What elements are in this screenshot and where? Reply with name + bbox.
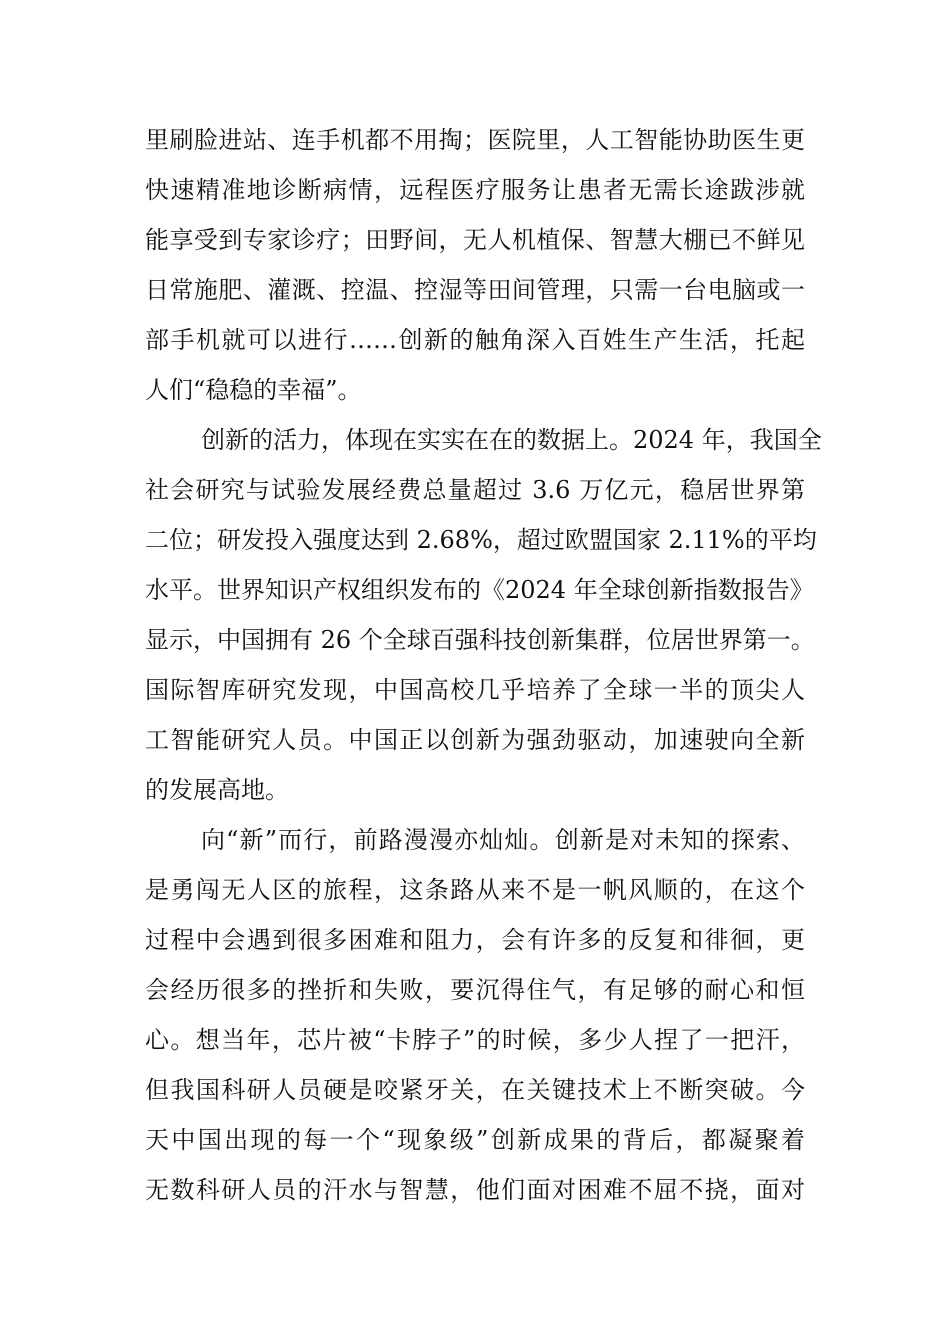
text-line: 能享受到专家诊疗；田野间，无人机植保、智慧大棚已不鲜见 [145, 226, 805, 254]
text-line: 会经历很多的挫折和失败，要沉得住气，有足够的耐心和恒 [145, 976, 805, 1004]
text-line: 工智能研究人员。中国正以创新为强劲驱动，加速驶向全新 [145, 726, 805, 754]
text-line: 但我国科研人员硬是咬紧牙关，在关键技术上不断突破。今 [145, 1076, 805, 1104]
text-line: 二位；研发投入强度达到 2.68%，超过欧盟国家 2.11%的平均 [145, 526, 817, 554]
paragraph [145, 415, 822, 815]
text-line: 社会研究与试验发展经费总量超过 3.6 万亿元，稳居世界第 [145, 476, 805, 504]
text-line: 是勇闯无人区的旅程，这条路从来不是一帆风顺的，在这个 [145, 876, 805, 904]
paragraph [145, 115, 805, 415]
text-line: 的发展高地。 [145, 776, 289, 804]
text-line: 心。想当年，芯片被“卡脖子”的时候，多少人捏了一把汗， [145, 1026, 805, 1054]
text-line: 部手机就可以进行……创新的触角深入百姓生产生活，托起 [145, 326, 805, 354]
text-line: 国际智库研究发现，中国高校几乎培养了全球一半的顶尖人 [145, 676, 805, 704]
text-line: 里刷脸进站、连手机都不用掏；医院里，人工智能协助医生更 [145, 126, 805, 154]
text-line: 快速精准地诊断病情，远程医疗服务让患者无需长途跋涉就 [145, 176, 805, 204]
text-line: 水平。世界知识产权组织发布的《2024 年全球创新指数报告》 [145, 576, 814, 604]
text-line: 过程中会遇到很多困难和阻力，会有许多的反复和徘徊，更 [145, 926, 805, 954]
text-line: 人们“稳稳的幸福”。 [145, 376, 362, 404]
text-line: 无数科研人员的汗水与智慧，他们面对困难不屈不挠，面对 [145, 1176, 805, 1204]
document-body [145, 115, 822, 1215]
paragraph [145, 815, 805, 1215]
text-line: 天中国出现的每一个“现象级”创新成果的背后，都凝聚着 [145, 1126, 805, 1154]
text-line: 显示，中国拥有 26 个全球百强科技创新集群，位居世界第一。 [145, 626, 815, 654]
text-line: 创新的活力，体现在实实在在的数据上。2024 年，我国全 [201, 426, 822, 454]
text-line: 向“新”而行，前路漫漫亦灿灿。创新是对未知的探索、 [201, 826, 805, 854]
text-line: 日常施肥、灌溉、控温、控湿等田间管理，只需一台电脑或一 [145, 276, 805, 304]
